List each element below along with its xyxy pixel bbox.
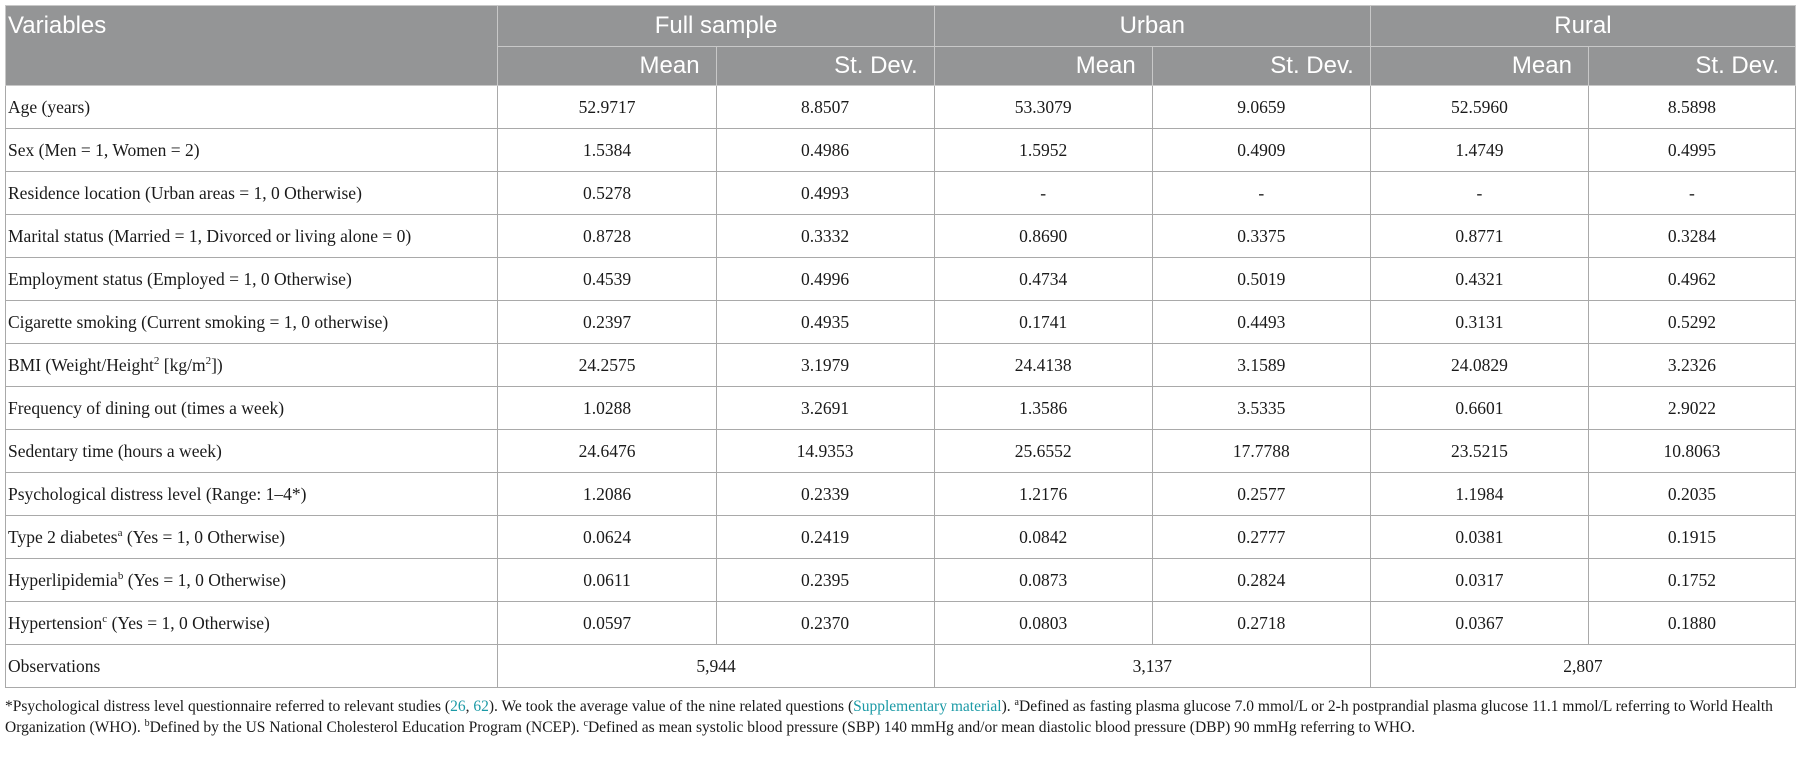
cell-value: 0.0611 — [498, 559, 716, 602]
cell-value: 0.2339 — [716, 473, 934, 516]
cell-value: 1.0288 — [498, 387, 716, 430]
cell-value: - — [1588, 172, 1795, 215]
cell-value: 0.2397 — [498, 301, 716, 344]
cell-value: 0.1741 — [934, 301, 1152, 344]
cell-value: 0.8771 — [1370, 215, 1588, 258]
cell-value: 0.2370 — [716, 602, 934, 645]
cell-value: 0.6601 — [1370, 387, 1588, 430]
table-row — [6, 430, 1796, 473]
cell-value: 3.2326 — [1588, 344, 1795, 387]
cell-value: 0.2035 — [1588, 473, 1795, 516]
subheader-st-dev: St. Dev. — [1588, 47, 1795, 86]
cell-value: 0.0317 — [1370, 559, 1588, 602]
cell-value: 0.2577 — [1152, 473, 1370, 516]
table-row — [6, 559, 1796, 602]
cell-value: 0.8728 — [498, 215, 716, 258]
cell-value: 25.6552 — [934, 430, 1152, 473]
reference-link[interactable]: 62 — [473, 698, 489, 715]
cell-value: 0.0842 — [934, 516, 1152, 559]
subheader-mean: Mean — [498, 47, 716, 86]
variables-header: Variables — [6, 6, 498, 86]
cell-value: 0.0624 — [498, 516, 716, 559]
cell-value: 24.2575 — [498, 344, 716, 387]
descriptive-statistics-table — [5, 5, 1796, 688]
cell-value: 0.4993 — [716, 172, 934, 215]
cell-value: 24.0829 — [1370, 344, 1588, 387]
table-body — [6, 86, 1796, 688]
cell-value: 0.4734 — [934, 258, 1152, 301]
cell-value: 8.8507 — [716, 86, 934, 129]
table-row — [6, 344, 1796, 387]
table-row — [6, 172, 1796, 215]
cell-value: 0.2824 — [1152, 559, 1370, 602]
row-label: Hyperlipidemia$^b$ (Yes = 1, 0 Otherwise) — [6, 559, 498, 602]
cell-value: 0.1880 — [1588, 602, 1795, 645]
cell-value: 1.5384 — [498, 129, 716, 172]
row-label: Sedentary time (hours a week) — [6, 430, 498, 473]
supplementary-material-link[interactable]: Supplementary material — [853, 698, 1002, 715]
reference-link[interactable]: 26 — [450, 698, 466, 715]
cell-value: 2.9022 — [1588, 387, 1795, 430]
subheader-mean: Mean — [1370, 47, 1588, 86]
cell-value: 0.4539 — [498, 258, 716, 301]
cell-value: 3.5335 — [1152, 387, 1370, 430]
cell-value: 0.5278 — [498, 172, 716, 215]
row-label: Marital status (Married = 1, Divorced or living alone = 0) — [6, 215, 498, 258]
cell-value: 3.2691 — [716, 387, 934, 430]
cell-value: 0.4995 — [1588, 129, 1795, 172]
row-label: Observations — [6, 645, 498, 688]
subheader-mean: Mean — [934, 47, 1152, 86]
cell-value: 1.4749 — [1370, 129, 1588, 172]
cell-value: 3.1589 — [1152, 344, 1370, 387]
cell-value: 0.3332 — [716, 215, 934, 258]
cell-value: 0.0367 — [1370, 602, 1588, 645]
cell-value: 1.2086 — [498, 473, 716, 516]
cell-value: 53.3079 — [934, 86, 1152, 129]
cell-value: 1.1984 — [1370, 473, 1588, 516]
cell-value: - — [934, 172, 1152, 215]
cell-value: 0.4321 — [1370, 258, 1588, 301]
header-row-groups — [6, 6, 1796, 47]
group-header-urban: Urban — [934, 6, 1370, 47]
cell-value: - — [1152, 172, 1370, 215]
cell-value: 0.1915 — [1588, 516, 1795, 559]
row-label: Hypertension$^c$ (Yes = 1, 0 Otherwise) — [6, 602, 498, 645]
cell-value: 0.0381 — [1370, 516, 1588, 559]
table-row — [6, 387, 1796, 430]
cell-value: 0.4962 — [1588, 258, 1795, 301]
cell-value: 10.8063 — [1588, 430, 1795, 473]
cell-value: 9.0659 — [1152, 86, 1370, 129]
cell-value: 52.5960 — [1370, 86, 1588, 129]
cell-value: 0.4996 — [716, 258, 934, 301]
row-label: Residence location (Urban areas = 1, 0 Otherwise) — [6, 172, 498, 215]
cell-value: 0.0803 — [934, 602, 1152, 645]
cell-value: 0.3375 — [1152, 215, 1370, 258]
subheader-st-dev: St. Dev. — [716, 47, 934, 86]
row-label: Type 2 diabetes$^a$ (Yes = 1, 0 Otherwise) — [6, 516, 498, 559]
row-label: Age (years) — [6, 86, 498, 129]
cell-value: 1.3586 — [934, 387, 1152, 430]
cell-value: 52.9717 — [498, 86, 716, 129]
table-row — [6, 516, 1796, 559]
observations-rural: 2,807 — [1370, 645, 1795, 688]
cell-value: 0.4986 — [716, 129, 934, 172]
cell-value: 0.0597 — [498, 602, 716, 645]
table-row — [6, 215, 1796, 258]
table-row — [6, 129, 1796, 172]
table-row — [6, 473, 1796, 516]
row-label: Psychological distress level (Range: 1–4*) — [6, 473, 498, 516]
cell-value: 0.0873 — [934, 559, 1152, 602]
cell-value: 17.7788 — [1152, 430, 1370, 473]
observations-urban: 3,137 — [934, 645, 1370, 688]
cell-value: 0.5292 — [1588, 301, 1795, 344]
row-label: Frequency of dining out (times a week) — [6, 387, 498, 430]
cell-value: 0.8690 — [934, 215, 1152, 258]
cell-value: 0.3131 — [1370, 301, 1588, 344]
observations-row — [6, 645, 1796, 688]
group-header-rural: Rural — [1370, 6, 1795, 47]
table-row — [6, 258, 1796, 301]
table-row — [6, 602, 1796, 645]
table-header — [6, 6, 1796, 86]
cell-value: 0.2419 — [716, 516, 934, 559]
cell-value: - — [1370, 172, 1588, 215]
row-label: Employment status (Employed = 1, 0 Otherwise) — [6, 258, 498, 301]
cell-value: 0.1752 — [1588, 559, 1795, 602]
cell-value: 8.5898 — [1588, 86, 1795, 129]
table-footnote: *Psychological distress level questionnaire referred to relevant studies (26, 62). We took the average value of the nine related questions (Supplementary material). $^a$Defined as fasting plasma glucose 7.0 mmol/L or 2-h postprandial plasma glucose 11.1 mmol/L referring to World Health Organization (WHO). $^b$Defined by the US National Cholesterol Education Program (NCEP). $^c$Defined as mean systolic blood pressure (SBP) 140 mmHg and/or mean diastolic blood pressure (DBP) 90 mmHg referring to WHO. — [5, 696, 1773, 736]
row-label: Sex (Men = 1, Women = 2) — [6, 129, 498, 172]
row-label: Cigarette smoking (Current smoking = 1, 0 otherwise) — [6, 301, 498, 344]
cell-value: 0.2777 — [1152, 516, 1370, 559]
cell-value: 0.4909 — [1152, 129, 1370, 172]
cell-value: 0.2395 — [716, 559, 934, 602]
cell-value: 3.1979 — [716, 344, 934, 387]
cell-value: 24.6476 — [498, 430, 716, 473]
cell-value: 1.2176 — [934, 473, 1152, 516]
table-row — [6, 86, 1796, 129]
observations-full-sample: 5,944 — [498, 645, 934, 688]
cell-value: 23.5215 — [1370, 430, 1588, 473]
row-label: BMI (Weight/Height$^2$ $[kg/m^2]$) — [6, 344, 498, 387]
cell-value: 0.4493 — [1152, 301, 1370, 344]
cell-value: 24.4138 — [934, 344, 1152, 387]
cell-value: 0.3284 — [1588, 215, 1795, 258]
group-header-full-sample: Full sample — [498, 6, 934, 47]
cell-value: 0.4935 — [716, 301, 934, 344]
cell-value: 1.5952 — [934, 129, 1152, 172]
subheader-st-dev: St. Dev. — [1152, 47, 1370, 86]
table-row — [6, 301, 1796, 344]
cell-value: 14.9353 — [716, 430, 934, 473]
cell-value: 0.2718 — [1152, 602, 1370, 645]
cell-value: 0.5019 — [1152, 258, 1370, 301]
